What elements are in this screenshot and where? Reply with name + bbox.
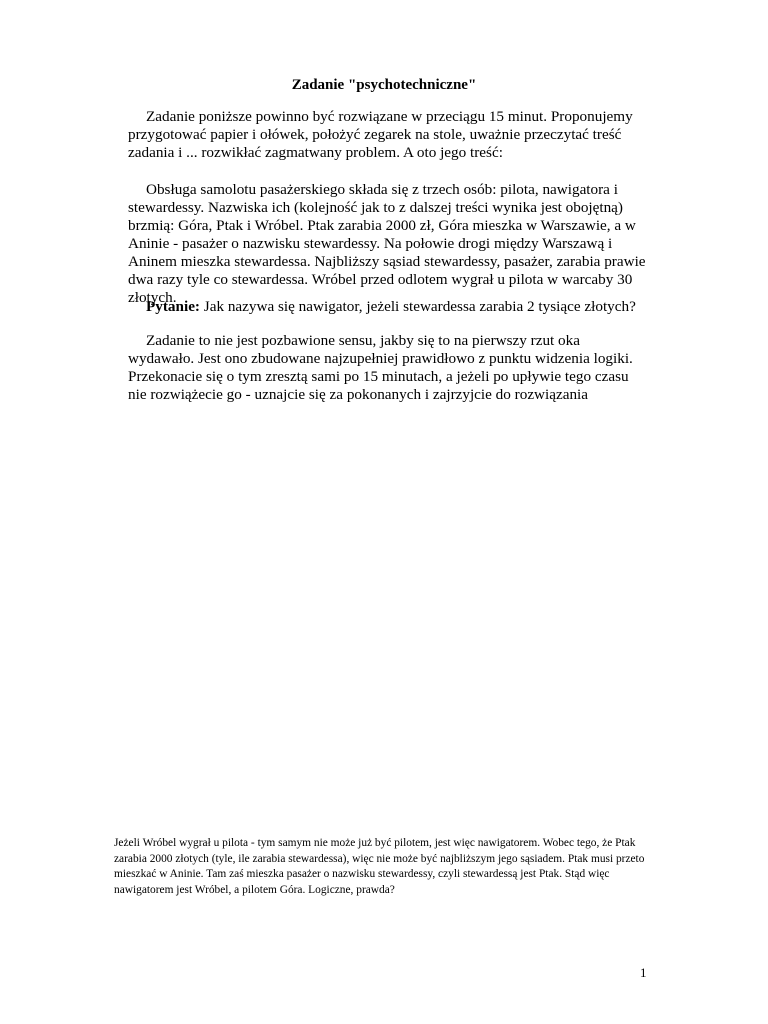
problem-paragraph-text: Obsługa samolotu pasażerskiego składa się z trzech osób: pilota, nawigatora i stewardessy. Nazwiska ich (kolejność jak to z dalszej treści wynika jest obojętną) brzmią: Góra, Ptak i Wróbel. Ptak zarabia 2000 zł, Góra mieszka w Warszawie, a w Aninie - pasażer o nazwisku stewardessy. Na połowie drogi między Warszawą i Aninem mieszka stewardessa. Najbliższy sąsiad stewardessy, pasażer, zarabia prawie dwa razy tyle co stewardessa. Wróbel przed odlotem wygrał u pilota w warcaby 30 złotych. bbox=[128, 181, 646, 306]
page-number: 1 bbox=[640, 965, 647, 980]
answer-footnote: Jeżeli Wróbel wygrał u pilota - tym samym nie może już być pilotem, jest więc nawigatorem. Wobec tego, że Ptak zarabia 2000 złotych (tyle, ile zarabia stewardessa), więc nie może być najbliższym jego sąsiadem. Ptak musi przeto mieszkać w Aninie. Tam zaś mieszka pasażer o nazwisku stewardessy, czyli stewardessą jest Ptak. Stąd więc nawigatorem jest Wróbel, a pilotem Góra. Logiczne, prawda? bbox=[114, 837, 645, 896]
intro-paragraph-text: Zadanie poniższe powinno być rozwiązane w przeciągu 15 minut. Proponujemy przygotować papier i ołówek, położyć zegarek na stole, uważnie przeczytać treść zadania i ... rozwikłać zagmatwany problem. A oto jego treść: bbox=[128, 108, 633, 161]
document-title: Zadanie "psychotechniczne" bbox=[291, 77, 477, 93]
question-label: Pytanie: bbox=[146, 298, 200, 315]
closing-paragraph-text: Zadanie to nie jest pozbawione sensu, jakby się to na pierwszy rzut oka wydawało. Jest ono zbudowane najzupełniej prawidłowo z punktu widzenia logiki. Przekonacie się o tym zresztą sami po 15 minutach, a jeżeli po upływie tego czasu nie rozwiążecie go - uznajcie się za pokonanych i zajrzyjcie do rozwiązania bbox=[128, 332, 633, 403]
closing-paragraph bbox=[128, 332, 648, 404]
question-paragraph bbox=[128, 298, 648, 316]
question-text: Jak nazywa się nawigator, jeżeli stewardessa zarabia 2 tysiące złotych? bbox=[203, 298, 636, 315]
problem-paragraph bbox=[128, 181, 648, 307]
intro-paragraph bbox=[128, 108, 648, 162]
